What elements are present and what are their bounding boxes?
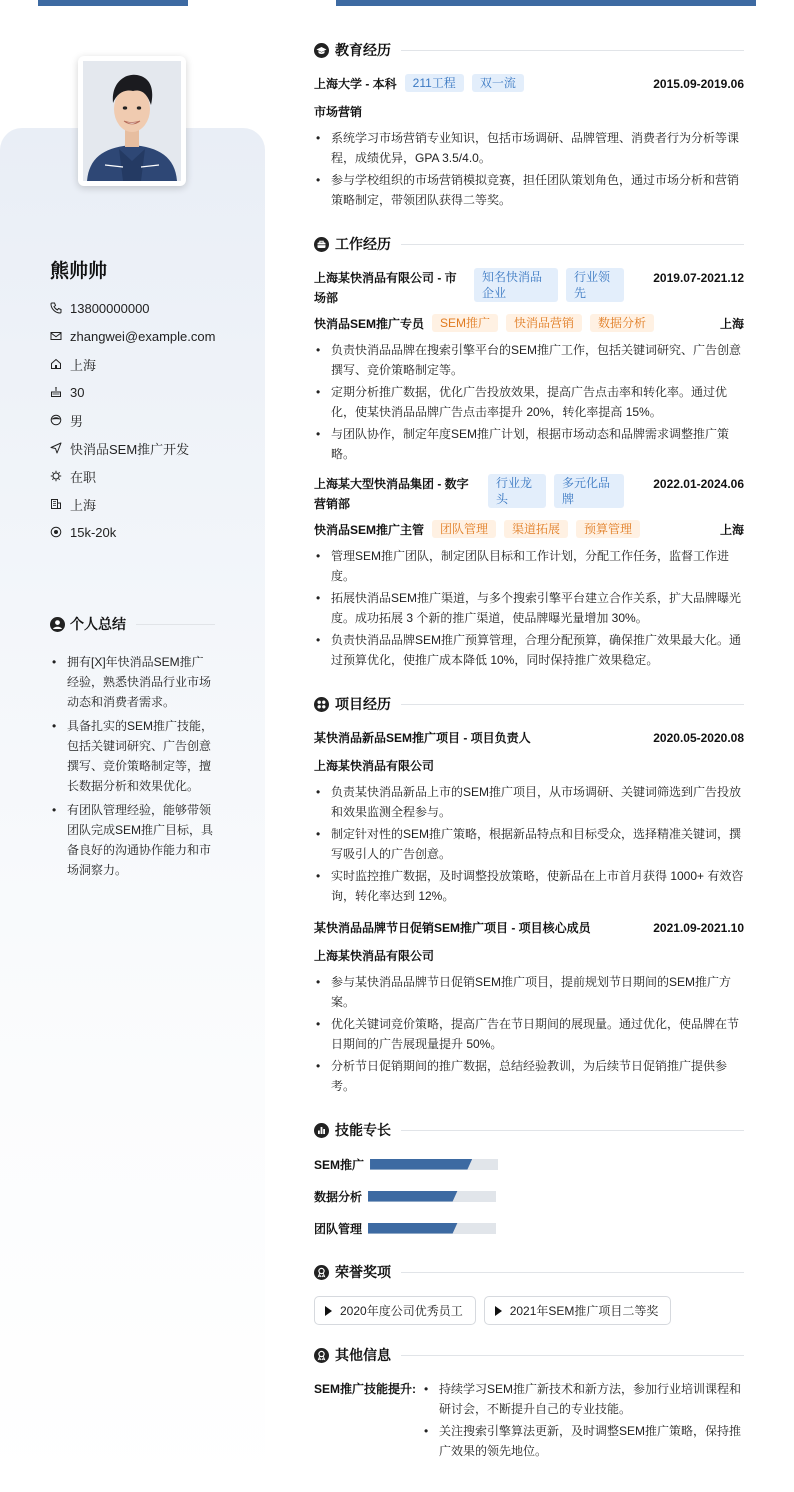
education-row <box>314 74 744 94</box>
project-date: 2020.05-2020.08 <box>653 731 744 745</box>
job-date: 2022.01-2024.06 <box>653 477 744 491</box>
divider <box>136 624 215 625</box>
company-name: 上海某快消品有限公司 - 市场部 <box>314 271 457 305</box>
divider <box>401 704 744 705</box>
award-label: 2021年SEM推广项目二等奖 <box>509 1304 659 1318</box>
honors-heading <box>314 1260 744 1284</box>
info-city <box>50 490 215 518</box>
job-position: 快消品SEM推广专员 <box>314 317 425 331</box>
info-status-text: 在职 <box>70 469 97 485</box>
job-bullet: • 负责快消品品牌SEM推广预算管理，合理分配预算，确保推广效果最大化。通过预算优化，使推广成本降低 10%，同时保持推广效果稳定。 <box>314 630 744 670</box>
skills-title: 技能专长 <box>335 1122 391 1138</box>
info-phone-text: 13800000000 <box>70 300 150 316</box>
info-location <box>50 350 215 378</box>
summary-title: 个人总结 <box>70 616 126 632</box>
other-heading <box>314 1343 744 1367</box>
project-bullet: • 分析节日促销期间的推广数据，总结经验教训，为后续节日促销推广提供参考。 <box>314 1056 744 1096</box>
other-label: SEM推广技能提升: <box>314 1382 417 1396</box>
skill-fill <box>368 1223 458 1234</box>
education-bullet: • 参与学校组织的市场营销模拟竞赛，担任团队策划角色，通过市场分析和营销策略制定，带领团队获得二等奖。 <box>314 170 744 210</box>
phone-icon <box>50 302 62 314</box>
divider <box>401 1272 744 1273</box>
education-major: 市场营销 <box>314 105 363 119</box>
skill-name: 团队管理 <box>314 1221 363 1236</box>
status-icon <box>50 470 62 482</box>
avatar <box>83 61 181 181</box>
job-bullet: • 管理SEM推广团队，制定团队目标和工作计划，分配工作任务，监督工作进度。 <box>314 546 744 586</box>
skill-tag: 渠道拓展 <box>504 520 568 538</box>
award-item <box>314 1296 476 1325</box>
project-name: 某快消品新品SEM推广项目 - 项目负责人 <box>314 731 531 745</box>
summary-list <box>50 652 215 884</box>
info-gender-text: 男 <box>70 413 84 429</box>
project-entry <box>314 728 744 906</box>
other-bullets <box>422 1379 744 1463</box>
education-bullets <box>314 128 744 210</box>
top-accent-bar-left <box>38 0 188 6</box>
skills-list <box>314 1154 744 1250</box>
skill-fill <box>368 1191 458 1202</box>
info-gender <box>50 406 215 434</box>
skill-bar <box>368 1191 496 1202</box>
job-bullet: • 与团队协作，制定年度SEM推广计划，根据市场动态和品牌需求调整推广策略。 <box>314 424 744 464</box>
gender-icon <box>50 414 62 426</box>
job-entry <box>314 474 744 670</box>
top-accent-bar-right <box>336 0 756 6</box>
divider <box>401 1130 744 1131</box>
honors-title: 荣誉奖项 <box>335 1264 391 1280</box>
send-icon <box>50 442 62 454</box>
divider <box>401 1355 744 1356</box>
other-title: 其他信息 <box>335 1347 391 1363</box>
skill-tag: SEM推广 <box>432 314 498 332</box>
building-icon <box>50 498 62 510</box>
info-location-text: 上海 <box>70 357 97 373</box>
work-title: 工作经历 <box>335 236 391 252</box>
job-date: 2019.07-2021.12 <box>653 271 744 285</box>
skill-bar <box>370 1159 498 1170</box>
candidate-name: 熊帅帅 <box>50 261 108 282</box>
company-tag: 知名快消品企业 <box>474 268 558 302</box>
info-city-text: 上海 <box>70 497 97 513</box>
skill-fill <box>370 1159 472 1170</box>
summary-item: • 具备扎实的SEM推广技能，包括关键词研究、广告创意撰写、竞价策略制定等，擅长数据分析和效果优化。 <box>50 716 215 796</box>
skills-heading <box>314 1118 744 1142</box>
job-bullet: • 拓展快消品SEM推广渠道，与多个搜索引擎平台建立合作关系，扩大品牌曝光度。成功拓展 3 个新的推广渠道，使品牌曝光量增加 30%。 <box>314 588 744 628</box>
job-bullets <box>314 340 744 464</box>
home-icon <box>50 358 62 370</box>
mail-icon <box>50 330 62 342</box>
salary-icon <box>50 526 62 538</box>
skill-name: 数据分析 <box>314 1189 363 1204</box>
projects-heading <box>314 692 744 716</box>
contact-info-list <box>50 294 215 546</box>
graduation-cap-icon <box>314 43 329 58</box>
project-bullet: • 优化关键词竞价策略，提高广告在节日期间的展现量。通过优化，使品牌在节日期间的广告展现量提升 50%。 <box>314 1014 744 1054</box>
skill-tag: 预算管理 <box>576 520 640 538</box>
project-bullet: • 参与某快消品品牌节日促销SEM推广项目，提前规划节日期间的SEM推广方案。 <box>314 972 744 1012</box>
job-bullet: • 负责快消品品牌在搜索引擎平台的SEM推广工作，包括关键词研究、广告创意撰写、竞价策略制定等。 <box>314 340 744 380</box>
projects-title: 项目经历 <box>335 696 391 712</box>
summary-item: • 拥有[X]年快消品SEM推广经验，熟悉快消品行业市场动态和消费者需求。 <box>50 652 215 712</box>
school-tag: 211工程 <box>405 74 464 92</box>
other-info <box>314 1379 744 1463</box>
profile-photo <box>78 56 186 186</box>
info-phone <box>50 294 215 322</box>
divider <box>401 50 744 51</box>
summary-heading <box>50 614 215 634</box>
project-name: 某快消品品牌节日促销SEM推广项目 - 项目核心成员 <box>314 921 591 935</box>
project-bullet: • 制定针对性的SEM推广策略，根据新品特点和目标受众，选择精准关键词，撰写吸引人的广告创意。 <box>314 824 744 864</box>
briefcase-icon <box>314 237 329 252</box>
info-email <box>50 322 215 350</box>
company-tag: 行业领先 <box>566 268 624 302</box>
other-bullet: • 持续学习SEM推广新技术和新方法，参加行业培训课程和研讨会，不断提升自己的专业技能。 <box>422 1379 744 1419</box>
job-position: 快消品SEM推广主管 <box>314 523 425 537</box>
project-entry <box>314 918 744 1096</box>
info-salary-text: 15k-20k <box>70 524 117 540</box>
age-icon <box>50 386 62 398</box>
skill-tag: 团队管理 <box>432 520 496 538</box>
job-city: 上海 <box>719 523 744 537</box>
project-bullet: • 实时监控推广数据，及时调整投放策略，使新品在上市首月获得 1000+ 有效咨询，转化率达到 12%。 <box>314 866 744 906</box>
info-age <box>50 378 215 406</box>
project-bullets <box>314 972 744 1096</box>
info-job-target-text: 快消品SEM推广开发 <box>70 441 190 457</box>
other-bullet: • 关注搜索引擎算法更新，及时调整SEM推广策略，保持推广效果的领先地位。 <box>422 1421 744 1461</box>
main-content <box>314 38 744 1463</box>
skill-item <box>314 1154 535 1174</box>
divider <box>401 244 744 245</box>
skill-bar <box>368 1223 496 1234</box>
project-company: 上海某快消品有限公司 <box>314 949 435 963</box>
skill-tag: 数据分析 <box>590 314 654 332</box>
project-company: 上海某快消品有限公司 <box>314 759 435 773</box>
award-label: 2020年度公司优秀员工 <box>340 1304 463 1318</box>
info-job-target <box>50 434 215 462</box>
skill-item <box>314 1186 535 1206</box>
project-bullets <box>314 782 744 906</box>
education-bullet: • 系统学习市场营销专业知识，包括市场调研、品牌管理、消费者行为分析等课程，成绩优异，GPA 3.5/4.0。 <box>314 128 744 168</box>
work-heading <box>314 232 744 256</box>
info-badge-icon <box>314 1348 329 1363</box>
bar-chart-icon <box>314 1123 329 1138</box>
education-heading <box>314 38 744 62</box>
company-tag: 多元化品牌 <box>554 474 624 508</box>
play-icon <box>325 1306 332 1316</box>
school-tag: 双一流 <box>472 74 524 92</box>
school-name: 上海大学 - 本科 <box>314 77 397 91</box>
info-status <box>50 462 215 490</box>
award-item <box>484 1296 672 1325</box>
info-email-text: zhangwei@example.com <box>70 328 216 344</box>
company-name: 上海某大型快消品集团 - 数字营销部 <box>314 477 469 511</box>
play-icon <box>495 1306 502 1316</box>
grid-icon <box>314 697 329 712</box>
job-city: 上海 <box>719 317 744 331</box>
education-date: 2015.09-2019.06 <box>653 77 744 91</box>
skill-name: SEM推广 <box>314 1157 365 1172</box>
company-tag: 行业龙头 <box>488 474 546 508</box>
award-icon <box>314 1265 329 1280</box>
info-age-text: 30 <box>70 384 85 400</box>
awards-list <box>314 1296 744 1325</box>
skill-item <box>314 1218 535 1238</box>
job-bullet: • 定期分析推广数据，优化广告投放效果，提高广告点击率和转化率。通过优化，使某快消品品牌广告点击率提升 20%，转化率提高 15%。 <box>314 382 744 422</box>
project-date: 2021.09-2021.10 <box>653 921 744 935</box>
education-title: 教育经历 <box>335 42 391 58</box>
summary-item: • 有团队管理经验，能够带领团队完成SEM推广目标，具备良好的沟通协作能力和市场洞察力。 <box>50 800 215 880</box>
job-bullets <box>314 546 744 670</box>
job-entry <box>314 268 744 464</box>
user-icon <box>50 617 65 632</box>
project-bullet: • 负责某快消品新品上市的SEM推广项目，从市场调研、关键词筛选到广告投放和效果监测全程参与。 <box>314 782 744 822</box>
info-salary <box>50 518 215 546</box>
skill-tag: 快消品营销 <box>506 314 582 332</box>
